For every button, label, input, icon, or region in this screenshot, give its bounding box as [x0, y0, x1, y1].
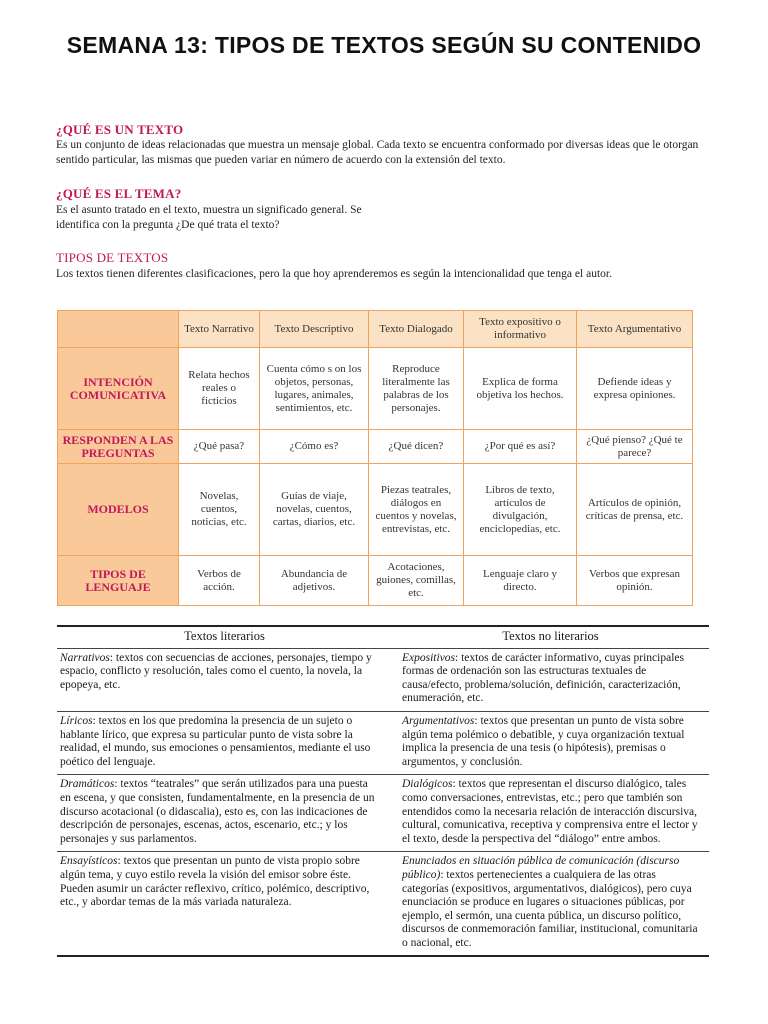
table-row: [57, 852, 709, 957]
table-cell: [57, 852, 392, 957]
literary-texts-table: [57, 625, 709, 957]
column-header-no-literarios: Textos no literarios: [392, 626, 709, 648]
text-type-term: Enunciados en situación pública de comunicación (discurso público): [402, 855, 680, 881]
text-type-term: Argumentativos: [402, 714, 475, 727]
table-cell: [392, 852, 709, 957]
column-header: Texto expositivo o informativo: [464, 311, 577, 348]
table-cell: Acotaciones, guiones, comillas, etc.: [369, 556, 464, 606]
table-cell: [392, 648, 709, 711]
section-text-tipos-textos: Los textos tienen diferentes clasificaciones, pero la que hoy aprenderemos es según la intencionalidad que tenga el autor.: [56, 268, 612, 280]
text-type-definition: : textos en los que predomina la presencia de un sujeto o hablante lírico, que expresa su particular punto de vista sobre la realidad, el mundo, sus emociones o pensamientos, mediante el uso poético del lenguaje.: [60, 714, 371, 768]
page-title: SEMANA 13: TIPOS DE TEXTOS SEGÚN SU CONTENIDO: [66, 32, 702, 58]
text-type-definition: : textos con secuencias de acciones, personajes, tiempo y espacio, conflicto y resolución, tales como el cuento, la novela, la epopeya, etc.: [60, 651, 372, 691]
text-types-table: [57, 310, 693, 606]
table-cell: Verbos de acción.: [179, 556, 260, 606]
table-row: [58, 348, 693, 430]
text-type-definition: : textos que representan el discurso dialógico, tales como conversaciones, entrevistas, etc.; pero que también son entendidos como la necesaria relación de interacción discursiva, cultural, comunicativa, receptiva y comprensiva entre el lector y el texto, desde la perspectiva del “diálogo” entre ambos.: [402, 778, 698, 845]
table-cell: ¿Por qué es así?: [464, 430, 577, 464]
table-cell: Cuenta cómo s on los objetos, personas, lugares, animales, sentimientos, etc.: [260, 348, 369, 430]
text-type-definition: : textos que presentan un punto de vista sobre algún tema polémico o debatible, y cuya organización textual implica la presencia de una tesis (o hipótesis), premisas o argumentos, y conclusión.: [402, 714, 685, 768]
table-cell: [392, 775, 709, 852]
table-cell: Lenguaje claro y directo.: [464, 556, 577, 606]
table-row: [58, 556, 693, 606]
table-cell: [57, 775, 392, 852]
text-type-definition: : textos pertenecientes a cualquiera de las otras categorías (expositivos, argumentativos, dialógicos), pero cuya enunciación se produce en lugares o situaciones públicas, por ejemplo, el sermón, una cuenta pública, un discurso político, discursos de conmemoración familiar, institucional, comunitaria o nacional, etc.: [402, 868, 698, 949]
text-type-term: Ensayísticos: [60, 855, 118, 868]
table-cell: Abundancia de adjetivos.: [260, 556, 369, 606]
text-type-term: Líricos: [60, 714, 93, 727]
row-header: MODELOS: [58, 464, 179, 556]
section-text-que-es-tema: Es el asunto tratado en el texto, muestra un significado general. Se identifica con la pregunta ¿De qué trata el texto?: [56, 204, 362, 231]
table-corner-cell: [58, 311, 179, 348]
text-type-definition: : textos de carácter informativo, cuyas principales formas de ordenación son las estructuras textuales de causa/efecto, problema/solución, definición, caracterización, enumeración, etc.: [402, 651, 684, 705]
table-row: [57, 648, 709, 711]
text-type-term: Dialógicos: [402, 778, 453, 791]
table-cell: Novelas, cuentos, noticias, etc.: [179, 464, 260, 556]
table-cell: ¿Cómo es?: [260, 430, 369, 464]
table-cell: [57, 711, 392, 774]
table-cell: Verbos que expresan opinión.: [577, 556, 693, 606]
table-cell: ¿Qué dicen?: [369, 430, 464, 464]
column-header: Texto Argumentativo: [577, 311, 693, 348]
text-type-term: Expositivos: [402, 651, 456, 664]
section-heading-que-es-texto: ¿QUÉ ES UN TEXTO: [56, 122, 184, 137]
section-heading-tipos-textos: TIPOS DE TEXTOS: [56, 250, 169, 265]
table-header-row: [58, 311, 693, 348]
text-type-term: Dramáticos: [60, 778, 115, 791]
table-cell: Explica de forma objetiva los hechos.: [464, 348, 577, 430]
table-cell: Defiende ideas y expresa opiniones.: [577, 348, 693, 430]
row-header: RESPONDEN A LAS PREGUNTAS: [58, 430, 179, 464]
table-cell: Libros de texto, artículos de divulgación, enciclopedias, etc.: [464, 464, 577, 556]
table-cell: Relata hechos reales o ficticios: [179, 348, 260, 430]
table-row: [58, 464, 693, 556]
text-type-definition: : textos que presentan un punto de vista propio sobre algún tema, y cuyo estilo revela la visión del emisor sobre éste. Pueden asumir un carácter reflexivo, crítico, polémico, descriptivo, etc., y abordar temas de la más variada naturaleza.: [60, 855, 370, 909]
row-header: INTENCIÓN COMUNICATIVA: [58, 348, 179, 430]
table-cell: [57, 648, 392, 711]
column-header: Texto Narrativo: [179, 311, 260, 348]
table-cell: ¿Qué pasa?: [179, 430, 260, 464]
table-cell: [392, 711, 709, 774]
table-row: [57, 711, 709, 774]
table-row: [58, 430, 693, 464]
column-header: Texto Descriptivo: [260, 311, 369, 348]
text-type-definition: : textos “teatrales” que serán utilizados para una puesta en escena, y que consisten, fundamentalmente, en la presencia de un discurso acotacional (o didascalia), esto es, con las indicaciones de descripción de personajes, escenas, actos, escenario, etc.; y los personajes y sus parlamentos.: [60, 778, 375, 845]
column-header-literarios: Textos literarios: [57, 626, 392, 648]
row-header: TIPOS DE LENGUAJE: [58, 556, 179, 606]
table-cell: Guías de viaje, novelas, cuentos, cartas, diarios, etc.: [260, 464, 369, 556]
table-cell: Piezas teatrales, diálogos en cuentos y novelas, entrevistas, etc.: [369, 464, 464, 556]
table-cell: Artículos de opinión, críticas de prensa, etc.: [577, 464, 693, 556]
section-text-que-es-texto: Es un conjunto de ideas relacionadas que muestra un mensaje global. Cada texto se encuentra conformado por diversas ideas que le otorgan sentido particular, las mismas que pueden variar en número de acuerdo con la extensión del texto.: [56, 139, 699, 166]
table-cell: Reproduce literalmente las palabras de los personajes.: [369, 348, 464, 430]
column-header: Texto Dialogado: [369, 311, 464, 348]
table-cell: ¿Qué pienso? ¿Qué te parece?: [577, 430, 693, 464]
text-type-term: Narrativos: [60, 651, 110, 664]
table-row: [57, 775, 709, 852]
section-heading-que-es-tema: ¿QUÉ ES EL TEMA?: [56, 186, 182, 201]
table-header-row: [57, 626, 709, 648]
